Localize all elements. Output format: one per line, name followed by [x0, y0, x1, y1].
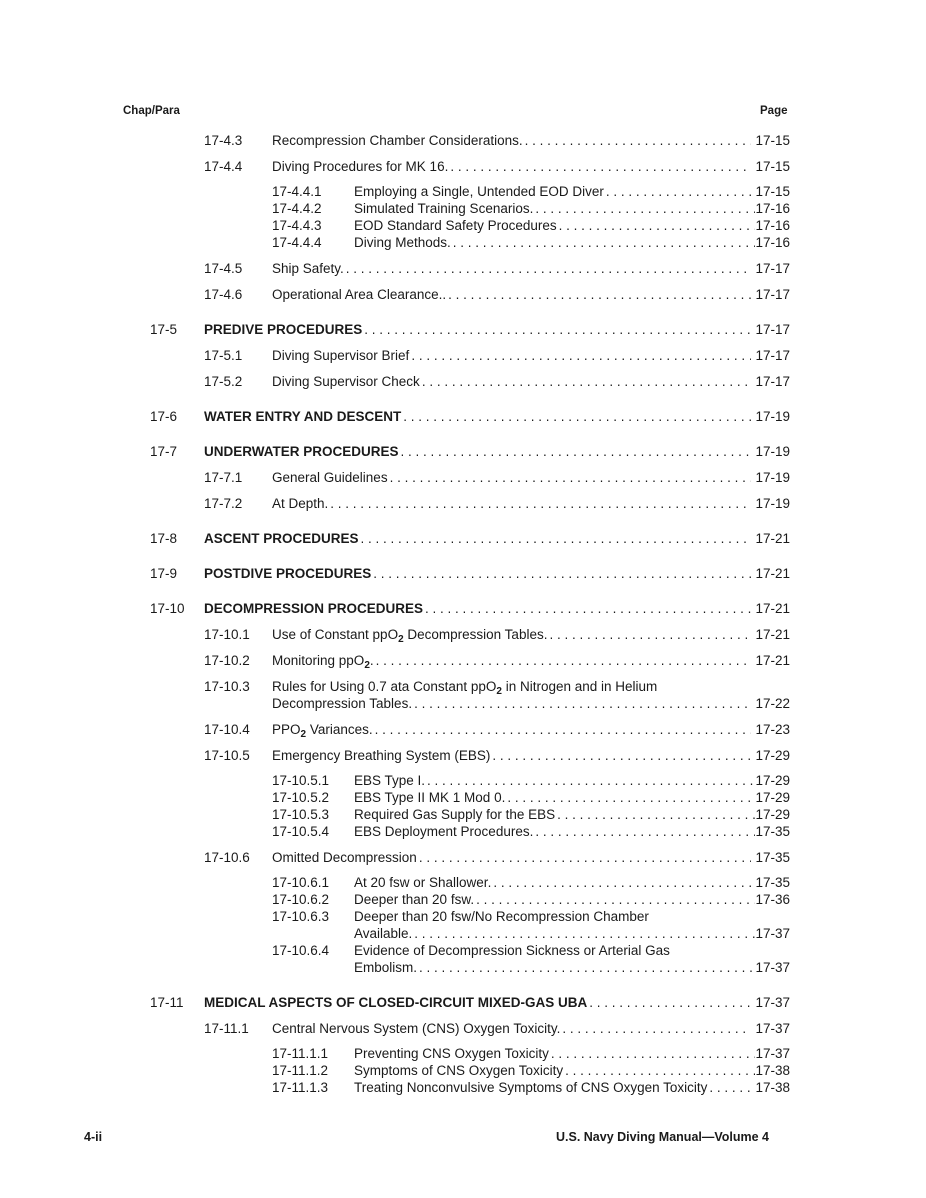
toc-entry-page: 17-21 — [755, 627, 790, 642]
toc-entry-title: EBS Type I. — [354, 773, 426, 788]
toc-entry[interactable] — [0, 322, 926, 339]
toc-entry[interactable] — [0, 790, 926, 807]
toc-entry-title: Ship Safety. — [272, 261, 344, 276]
toc-entry-title: Deeper than 20 fsw. — [354, 892, 475, 907]
toc-entry-page: 17-17 — [755, 322, 790, 337]
toc-entry-number: 17-7.2 — [204, 496, 243, 511]
toc-entry-number: 17-10.5.1 — [272, 773, 330, 788]
toc-entry-page: 17-17 — [755, 261, 790, 276]
toc-entry-title: Available. — [354, 926, 413, 941]
toc-entry-number: 17-7.1 — [204, 470, 243, 485]
toc-entry[interactable] — [0, 201, 926, 218]
leader-dots — [361, 531, 752, 546]
toc-entry-page: 17-23 — [755, 722, 790, 737]
leader-dots — [606, 184, 756, 199]
toc-entry-title: WATER ENTRY AND DESCENT — [204, 409, 402, 424]
toc-entry[interactable] — [0, 235, 926, 252]
toc-entry-number: 17-11 — [150, 995, 184, 1010]
toc-entry-page: 17-19 — [755, 470, 790, 485]
toc-entry[interactable] — [0, 1063, 926, 1080]
toc-entry-page: 17-17 — [755, 348, 790, 363]
leader-dots — [493, 875, 755, 890]
toc-entry-page: 17-29 — [755, 748, 790, 763]
leader-dots — [559, 218, 756, 233]
header-page: Page — [760, 105, 788, 117]
toc-entry[interactable] — [0, 995, 926, 1012]
toc-entry-title: MEDICAL ASPECTS OF CLOSED-CIRCUIT MIXED-GAS UBA — [204, 995, 588, 1010]
leader-dots — [507, 790, 755, 805]
toc-entry-title: Recompression Chamber Considerations. — [272, 133, 523, 148]
toc-entry-title: DECOMPRESSION PROCEDURES — [204, 601, 424, 616]
toc-entry-title: EBS Deployment Procedures. — [354, 824, 534, 839]
toc-entry-page: 17-17 — [755, 374, 790, 389]
toc-entry[interactable] — [0, 159, 926, 176]
toc-entry-number: 17-4.4 — [204, 159, 243, 174]
leader-dots — [427, 773, 755, 788]
toc-entry-continuation[interactable] — [0, 926, 926, 943]
toc-entry-page: 17-22 — [755, 696, 790, 711]
toc-entry-page: 17-16 — [755, 235, 790, 250]
toc-entry-number: 17-10.5 — [204, 748, 250, 763]
leader-dots — [390, 470, 752, 485]
toc-entry-title: Use of Constant ppO$_2$ Decompression Tables. — [272, 627, 548, 642]
toc-entry-page: 17-37 — [755, 926, 790, 941]
toc-entry-title: Preventing CNS Oxygen Toxicity — [354, 1046, 549, 1061]
toc-entry-title: Simulated Training Scenarios. — [354, 201, 534, 216]
toc-entry-number: 17-10.5.3 — [272, 807, 330, 822]
toc-entry-title: $PPO_2$ Variances. — [272, 722, 373, 737]
toc-entry[interactable] — [0, 807, 926, 824]
toc-entry-title: At 20 fsw or Shallower. — [354, 875, 492, 890]
toc-entry[interactable] — [0, 444, 926, 461]
toc-entry-number: 17-5 — [150, 322, 178, 337]
toc-entry-title: Deeper than 20 fsw/No Recompression Chamber — [354, 909, 649, 924]
leader-dots — [476, 892, 755, 907]
leader-dots — [562, 1021, 751, 1036]
toc-entry-number: 17-5.1 — [204, 348, 243, 363]
toc-entry-page: 17-29 — [755, 773, 790, 788]
toc-entry[interactable] — [0, 679, 926, 696]
toc-entry-title: Embolism. — [354, 960, 418, 975]
leader-dots — [535, 824, 755, 839]
toc-entry-number: 17-4.6 — [204, 287, 243, 302]
toc-entry[interactable] — [0, 348, 926, 365]
toc-entry-number: 17-4.4.2 — [272, 201, 322, 216]
toc-entry-page: 17-19 — [755, 409, 790, 424]
toc-entry[interactable] — [0, 943, 926, 960]
toc-entry-number: 17-10.2 — [204, 653, 250, 668]
toc-entry[interactable] — [0, 850, 926, 867]
toc-entry-title: Required Gas Supply for the EBS — [354, 807, 556, 822]
leader-dots — [376, 653, 752, 668]
footer-page-number: 4-ii — [84, 1130, 103, 1144]
toc-entry-page: 17-16 — [755, 218, 790, 233]
toc-entry-number: 17-10.6.4 — [272, 943, 330, 958]
toc-entry-number: 17-4.4.1 — [272, 184, 322, 199]
toc-entry[interactable] — [0, 287, 926, 304]
leader-dots — [535, 201, 755, 216]
toc-entry[interactable] — [0, 531, 926, 548]
toc-entry-page: 17-35 — [755, 875, 790, 890]
toc-entry-number: 17-11.1 — [204, 1021, 249, 1036]
toc-entry[interactable] — [0, 496, 926, 513]
toc-entry-title: Diving Supervisor Brief — [272, 348, 410, 363]
leader-dots — [565, 1063, 755, 1078]
toc-entry-page: 17-37 — [755, 1021, 790, 1036]
toc-entry-title: Central Nervous System (CNS) Oxygen Toxicity. — [272, 1021, 561, 1036]
toc-entry-title: Diving Methods. — [354, 235, 451, 250]
toc-entry-page: 17-21 — [755, 653, 790, 668]
toc-entry[interactable] — [0, 892, 926, 909]
toc-entry[interactable] — [0, 653, 926, 670]
toc-entry-title: EOD Standard Safety Procedures — [354, 218, 557, 233]
leader-dots — [364, 322, 751, 337]
toc-entry-number: 17-10.6.2 — [272, 892, 330, 907]
toc-entry-number: 17-10 — [150, 601, 185, 616]
toc-entry-number: 17-9 — [150, 566, 178, 581]
toc-entry[interactable] — [0, 133, 926, 150]
toc-entry-title: Diving Supervisor Check — [272, 374, 420, 389]
leader-dots — [414, 926, 755, 941]
toc-entry-title: Diving Procedures for MK 16. — [272, 159, 449, 174]
toc-entry-page: 17-21 — [755, 566, 790, 581]
toc-entry-number: 17-11.1.1 — [272, 1046, 329, 1061]
toc-entry[interactable] — [0, 261, 926, 278]
toc-entry-title: Rules for Using 0.7 ata Constant ppO$_2$ in Nitrogen and in Helium — [272, 679, 658, 694]
toc-entry[interactable] — [0, 1046, 926, 1063]
leader-dots — [448, 287, 751, 302]
leader-dots — [373, 566, 751, 581]
leader-dots — [414, 696, 751, 711]
toc-entry-title: Symptoms of CNS Oxygen Toxicity — [354, 1063, 564, 1078]
toc-entry[interactable] — [0, 875, 926, 892]
leader-dots — [375, 722, 752, 737]
leader-dots — [492, 748, 751, 763]
toc-entry-number: 17-4.4.3 — [272, 218, 322, 233]
toc-entry[interactable] — [0, 470, 926, 487]
toc-entry-page: 17-21 — [755, 601, 790, 616]
toc-entry[interactable] — [0, 1021, 926, 1038]
toc-entry-title: UNDERWATER PROCEDURES — [204, 444, 399, 459]
toc-entry-number: 17-11.1.2 — [272, 1063, 329, 1078]
leader-dots — [551, 1046, 756, 1061]
toc-entry-number: 17-4.3 — [204, 133, 243, 148]
toc-entry-page: 17-35 — [755, 824, 790, 839]
toc-entry[interactable] — [0, 627, 926, 644]
toc-entry-number: 17-11.1.3 — [272, 1080, 329, 1095]
toc-entry-number: 17-4.5 — [204, 261, 243, 276]
toc-entry-title: Monitoring ppO$_2$. — [272, 653, 374, 668]
leader-dots — [403, 409, 751, 424]
leader-dots — [525, 133, 752, 148]
toc-entry-page: 17-21 — [755, 531, 790, 546]
leader-dots — [453, 235, 756, 250]
toc-entry-page: 17-37 — [755, 995, 790, 1010]
toc-entry-page: 17-38 — [755, 1080, 790, 1095]
toc-entry-page: 17-15 — [755, 133, 790, 148]
toc-entry-number: 17-10.1 — [204, 627, 250, 642]
toc-entry[interactable] — [0, 722, 926, 739]
leader-dots — [425, 601, 751, 616]
footer-title: U.S. Navy Diving Manual—Volume 4 — [556, 1130, 770, 1144]
toc-entry-number: 17-7 — [150, 444, 178, 459]
leader-dots — [549, 627, 751, 642]
leader-dots — [401, 444, 752, 459]
toc-entry-title: At Depth. — [272, 496, 329, 511]
toc-entry-number: 17-8 — [150, 531, 178, 546]
toc-entry-title: Treating Nonconvulsive Symptoms of CNS Oxygen Toxicity — [354, 1080, 708, 1095]
toc-entry[interactable] — [0, 909, 926, 926]
toc-entry-number: 17-10.6.1 — [272, 875, 330, 890]
leader-dots — [419, 960, 755, 975]
toc-entry-number: 17-6 — [150, 409, 178, 424]
toc-entry-page: 17-15 — [755, 159, 790, 174]
toc-entry-title: ASCENT PROCEDURES — [204, 531, 359, 546]
leader-dots — [422, 374, 752, 389]
toc-entry-page: 17-36 — [755, 892, 790, 907]
toc-entry-page: 17-19 — [755, 496, 790, 511]
toc-entry-page: 17-29 — [755, 790, 790, 805]
toc-entry-continuation[interactable] — [0, 696, 926, 713]
toc-entry-number: 17-4.4.4 — [272, 235, 322, 250]
leader-dots — [589, 995, 751, 1010]
toc-entry-page: 17-35 — [755, 850, 790, 865]
toc-entry[interactable] — [0, 184, 926, 201]
toc-entry[interactable] — [0, 1080, 926, 1097]
leader-dots — [411, 348, 751, 363]
toc-entry[interactable] — [0, 824, 926, 841]
toc-entry[interactable] — [0, 601, 926, 618]
table-of-contents — [0, 133, 926, 1097]
leader-dots — [419, 850, 752, 865]
toc-entry-page: 17-29 — [755, 807, 790, 822]
toc-entry[interactable] — [0, 409, 926, 426]
toc-entry-page: 17-16 — [755, 201, 790, 216]
toc-entry[interactable] — [0, 218, 926, 235]
toc-entry-title: Omitted Decompression — [272, 850, 417, 865]
leader-dots — [346, 261, 752, 276]
toc-entry-continuation[interactable] — [0, 960, 926, 977]
header-chap-para: Chap/Para — [123, 105, 180, 117]
toc-entry-title: General Guidelines — [272, 470, 388, 485]
toc-entry-title: Emergency Breathing System (EBS) — [272, 748, 491, 763]
toc-entry-page: 17-37 — [755, 960, 790, 975]
toc-entry[interactable] — [0, 566, 926, 583]
toc-entry-page: 17-17 — [755, 287, 790, 302]
toc-entry-number: 17-10.6.3 — [272, 909, 330, 924]
toc-entry-title: Employing a Single, Untended EOD Diver — [354, 184, 604, 199]
toc-entry-number: 17-10.6 — [204, 850, 250, 865]
toc-entry-title: POSTDIVE PROCEDURES — [204, 566, 372, 581]
toc-entry-number: 17-5.2 — [204, 374, 243, 389]
toc-entry-page: 17-37 — [755, 1046, 790, 1061]
toc-entry-number: 17-10.5.4 — [272, 824, 330, 839]
leader-dots — [709, 1080, 755, 1095]
toc-entry-title: PREDIVE PROCEDURES — [204, 322, 363, 337]
toc-entry-page: 17-38 — [755, 1063, 790, 1078]
toc-entry-title: Operational Area Clearance.. — [272, 287, 447, 302]
leader-dots — [557, 807, 755, 822]
leader-dots — [330, 496, 751, 511]
toc-entry-page: 17-19 — [755, 444, 790, 459]
toc-entry-number: 17-10.5.2 — [272, 790, 330, 805]
toc-entry[interactable] — [0, 748, 926, 765]
leader-dots — [450, 159, 751, 174]
toc-entry[interactable] — [0, 374, 926, 391]
toc-entry-title: Decompression Tables. — [272, 696, 413, 711]
toc-entry-page: 17-15 — [755, 184, 790, 199]
toc-entry-title: Evidence of Decompression Sickness or Arterial Gas — [354, 943, 670, 958]
toc-entry-number: 17-10.4 — [204, 722, 250, 737]
toc-entry[interactable] — [0, 773, 926, 790]
toc-entry-title: EBS Type II MK 1 Mod 0. — [354, 790, 506, 805]
toc-entry-number: 17-10.3 — [204, 679, 250, 694]
